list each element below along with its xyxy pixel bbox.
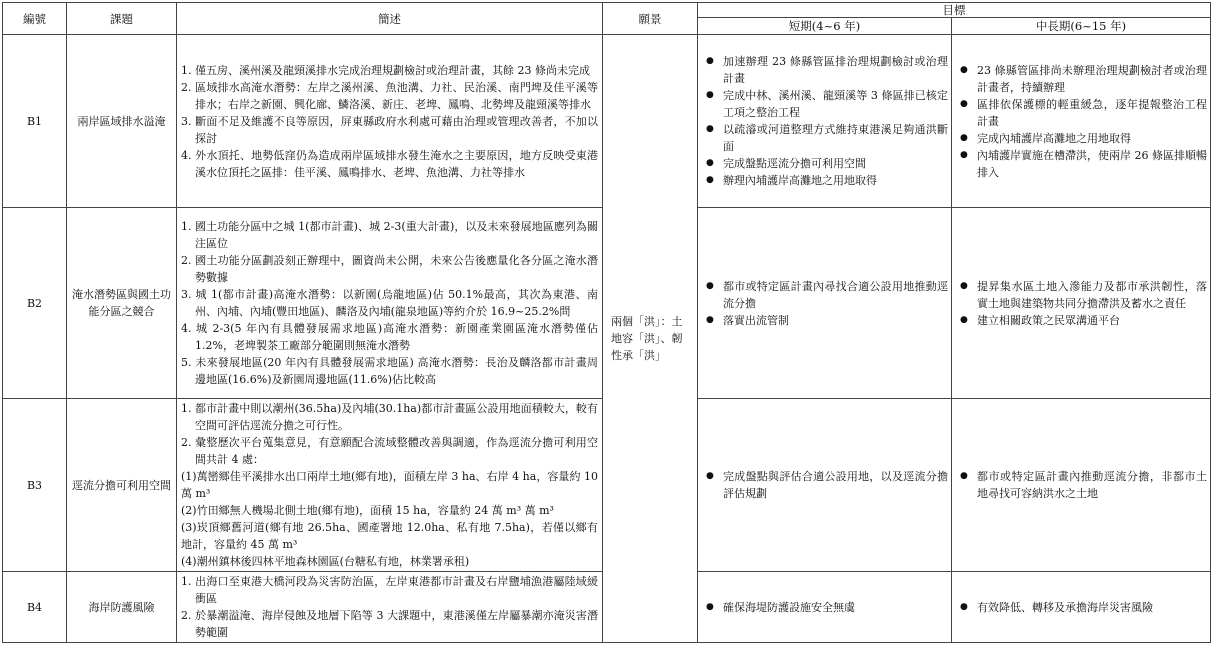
- short-term-item: ● 都市或特定區計畫內尋找合適公設用地推動逕流分擔: [723, 278, 948, 312]
- description-item: 2. 區域排水高淹水潛勢：左岸之溪州溪、魚池溝、力社、民治溪、南門埤及佳平溪等排水；右岸之新園、興化廍、鱗洛溪、新庄、老埤、鳳鳴、北勢埤及龍頸溪等排水: [181, 80, 598, 111]
- short-term-cell: [698, 35, 952, 208]
- long-term-item: ● 都市或特定區計畫內推動逕流分擔，非都市土地尋找可容納洪水之土地: [977, 468, 1207, 502]
- long-term-item: ● 內埔護岸實施在槽滯洪，使兩岸 26 條區排順暢排入: [977, 147, 1207, 181]
- short-term-item: ● 確保海堤防護設施安全無虞: [723, 599, 948, 616]
- long-term-cell: [952, 572, 1211, 643]
- row-description: [177, 572, 603, 643]
- issues-goals-table: [2, 2, 1211, 643]
- long-term-item: ● 建立相關政策之民眾溝通平台: [977, 312, 1207, 329]
- short-term-cell: [698, 208, 952, 399]
- row-topic: 逕流分擔可利用空間: [67, 399, 177, 572]
- short-term-item: ● 完成盤點與評估合適公設用地，以及逕流分擔評估規劃: [723, 468, 948, 502]
- description-item: 5. 未來發展地區(20 年內有具體發展需求地區) 高淹水潛勢：長治及麟洛都市計畫周邊地區(16.6%)及新園周邊地區(11.6%)佔比較高: [181, 356, 598, 386]
- row-code: B2: [3, 208, 67, 399]
- description-item: 2. 彙整歷次平台蒐集意見，有意願配合流域整體改善與調適，作為逕流分擔可利用空間共計 4 處：: [181, 436, 598, 466]
- short-term-item: ● 加速辦理 23 條縣管區排治理規劃檢討或治理計畫: [723, 53, 948, 87]
- row-description: [177, 399, 603, 572]
- description-subitem: (1)萬巒鄉佳平溪排水出口兩岸土地(鄉有地)，面積左岸 3 ha、右岸 4 ha，容量約 10 萬 m³: [181, 470, 598, 500]
- short-term-item: ● 辦理內埔護岸高灘地之用地取得: [723, 172, 948, 189]
- row-topic: 淹水潛勢區與國土功能分區之競合: [67, 208, 177, 399]
- long-term-item: ● 完成內埔護岸高灘地之用地取得: [977, 130, 1207, 147]
- vision-cell: 兩個「洪」：土地容「洪」、韌性承「洪」: [603, 35, 698, 643]
- description-item: 1. 都市計畫中則以潮州(36.5ha)及內埔(30.1ha)都市計畫區公設用地面積較大，較有空間可評估逕流分擔之可行性。: [181, 402, 598, 432]
- short-term-item: ● 完成盤點逕流分擔可利用空間: [723, 155, 948, 172]
- row-description: [177, 35, 603, 208]
- short-term-item: ● 完成中林、溪州溪、龍頸溪等 3 條區排已核定工項之整治工程: [723, 87, 948, 121]
- row-description: [177, 208, 603, 399]
- description-subitem: (2)竹田鄉無人機場北側土地(鄉有地)，面積 15 ha，容量約 24 萬 m³ 萬 m³: [181, 504, 554, 517]
- row-code: B1: [3, 35, 67, 208]
- short-term-cell: [698, 572, 952, 643]
- description-item: 4. 城 2-3(5 年內有具體發展需求地區)高淹水潛勢：新園產業園區淹水潛勢僅佔 1.2%，老埤製茶工廠部分範圍則無淹水潛勢: [181, 322, 598, 352]
- header-long-term: 中長期(6~15 年): [952, 18, 1211, 35]
- row-topic: 兩岸區域排水溢淹: [67, 35, 177, 208]
- long-term-cell: [952, 35, 1211, 208]
- header-vision: 願景: [603, 3, 698, 35]
- description-item: 3. 城 1(都市計畫)高淹水潛勢：以新園(烏龍地區)佔 50.1%最高，其次為東港、南州、內埔、內埔(豐田地區)、麟洛及內埔(龍泉地區)等約介於 16.9~25.2%問: [181, 288, 598, 318]
- long-term-item: ● 區排依保護標的輕重緩急，逐年提報整治工程計畫: [977, 96, 1207, 130]
- description-item: 1. 出海口至東港大橋河段為災害防治區，左岸東港都市計畫及右岸鹽埔漁港屬陸域緩衝區: [181, 575, 598, 605]
- header-short-term: 短期(4~6 年): [698, 18, 952, 35]
- description-item: 4. 外水頂托、地勢低窪仍為造成兩岸區域排水發生淹水之主要原因，地方反映受東港溪水位頂托之區排：佳平溪、鳳鳴排水、老埤、魚池溝、力社等排水: [181, 148, 598, 179]
- row-code: B4: [3, 572, 67, 643]
- description-subitem: (3)崁頂鄉舊河道(鄉有地 26.5ha、國產署地 12.0ha、私有地 7.5ha)，若僅以鄉有地計，容量約 45 萬 m³: [181, 521, 598, 551]
- description-item: 1. 僅五房、溪州溪及龍頸溪排水完成治理規劃檢討或治理計畫，其餘 23 條尚未完成: [181, 63, 590, 77]
- description-item: 1. 國土功能分區中之城 1(都市計畫)、城 2-3(重大計畫)，以及未來發展地區應列為關注區位: [181, 220, 598, 250]
- description-item: 2. 於暴潮溢淹、海岸侵蝕及地層下陷等 3 大課題中，東港溪僅左岸屬暴潮亦淹災害潛勢範圍: [181, 609, 598, 639]
- header-description: 簡述: [177, 3, 603, 35]
- long-term-item: ● 23 條縣管區排尚未辦理治理規劃檢討者或治理計畫者，持續辦理: [977, 62, 1207, 96]
- header-goal: 目標: [698, 3, 1211, 18]
- header-code: 編號: [3, 3, 67, 35]
- description-item: 2. 國土功能分區劃設刻正辦理中，圖資尚未公開，未來公告後應量化各分區之淹水潛勢數據: [181, 254, 598, 284]
- row-topic: 海岸防護風險: [67, 572, 177, 643]
- long-term-item: ● 提昇集水區土地入滲能力及都市承洪韌性，落實土地與建築物共同分擔滯洪及蓄水之責任: [977, 278, 1207, 312]
- table-row: [3, 35, 1211, 208]
- header-topic: 課題: [67, 3, 177, 35]
- short-term-cell: [698, 399, 952, 572]
- row-code: B3: [3, 399, 67, 572]
- long-term-cell: [952, 399, 1211, 572]
- short-term-item: ● 落實出流管制: [723, 312, 948, 329]
- description-subitem: (4)潮州鎮林後四林平地森林園區(台糖私有地，林業署承租): [181, 555, 470, 568]
- description-item: 3. 斷面不足及維護不良等原因，屏東縣政府水利處可藉由治理或管理改善者，不加以探討: [181, 114, 598, 145]
- long-term-item: ● 有效降低、轉移及承擔海岸災害風險: [977, 599, 1207, 616]
- long-term-cell: [952, 208, 1211, 399]
- short-term-item: ● 以疏濬或河道整理方式維持東港溪足夠通洪斷面: [723, 121, 948, 155]
